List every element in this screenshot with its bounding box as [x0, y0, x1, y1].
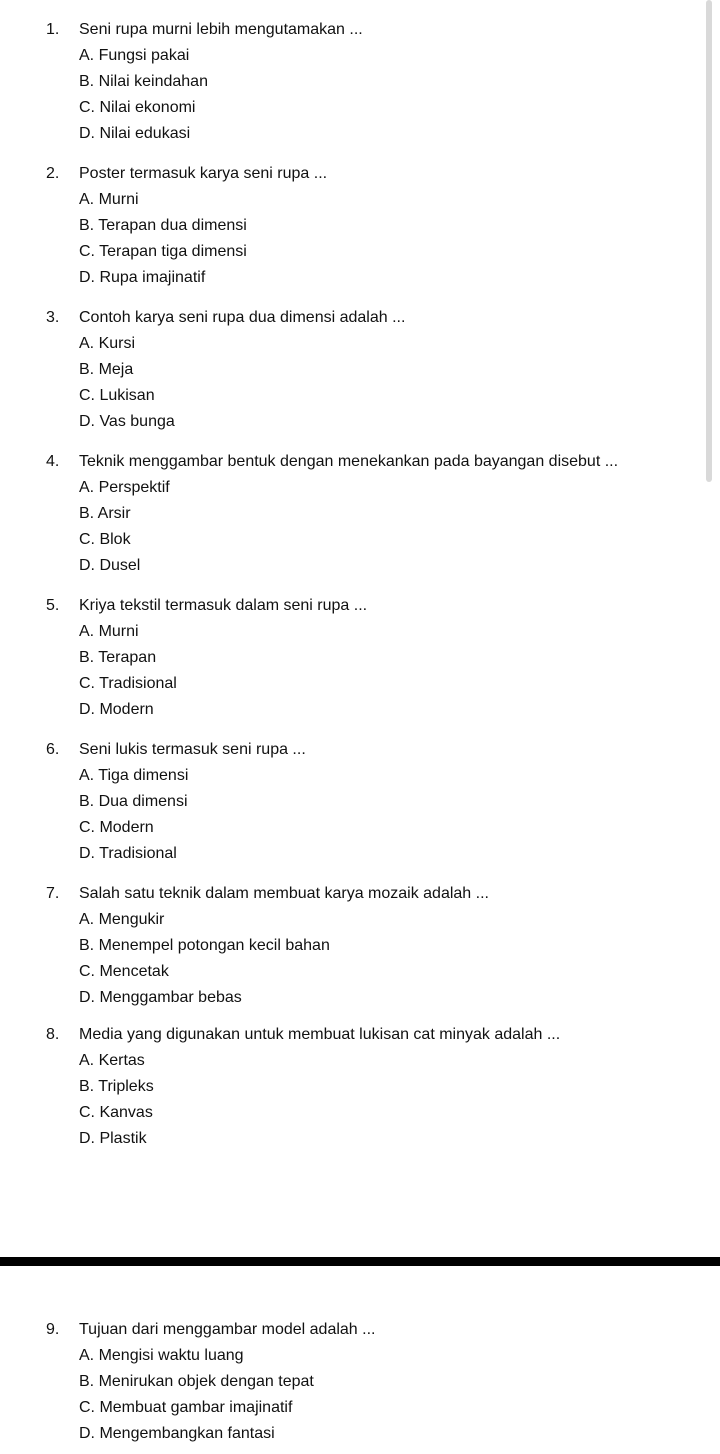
option-c: C. Modern	[79, 819, 154, 836]
option-a: A. Fungsi pakai	[79, 47, 190, 64]
option-d: D. Mengembangkan fantasi	[79, 1425, 275, 1442]
question-4	[46, 449, 696, 579]
question-8	[46, 1022, 696, 1152]
question-text: Salah satu teknik dalam membuat karya mozaik adalah ...	[79, 885, 489, 902]
option-c: C. Terapan tiga dimensi	[79, 243, 247, 260]
question-number: 1.	[46, 21, 60, 38]
question-number: 6.	[46, 741, 60, 758]
question-3	[46, 305, 696, 435]
option-c: C. Kanvas	[79, 1104, 153, 1121]
option-b: B. Terapan dua dimensi	[79, 217, 247, 234]
option-b: B. Nilai keindahan	[79, 73, 208, 90]
option-a: A. Murni	[79, 623, 139, 640]
option-a: A. Kertas	[79, 1052, 145, 1069]
question-number: 8.	[46, 1026, 60, 1043]
question-9	[46, 1317, 696, 1447]
option-c: C. Tradisional	[79, 675, 177, 692]
option-b: B. Arsir	[79, 505, 131, 522]
question-number: 7.	[46, 885, 60, 902]
question-number: 5.	[46, 597, 60, 614]
option-d: D. Nilai edukasi	[79, 125, 191, 142]
option-b: B. Tripleks	[79, 1078, 154, 1095]
option-b: B. Terapan	[79, 649, 157, 666]
question-text: Poster termasuk karya seni rupa ...	[79, 165, 328, 182]
option-b: B. Menempel potongan kecil bahan	[79, 937, 330, 954]
question-text: Tujuan dari menggambar model adalah ...	[79, 1321, 376, 1338]
question-number: 2.	[46, 165, 60, 182]
option-a: A. Kursi	[79, 335, 136, 352]
question-number: 4.	[46, 453, 60, 470]
option-b: B. Dua dimensi	[79, 793, 188, 810]
option-b: B. Meja	[79, 361, 134, 378]
question-text: Teknik menggambar bentuk dengan menekankan pada bayangan disebut ...	[79, 453, 619, 470]
question-number: 9.	[46, 1321, 60, 1338]
option-a: A. Mengisi waktu luang	[79, 1347, 244, 1364]
option-d: D. Rupa imajinatif	[79, 269, 206, 286]
option-b: B. Menirukan objek dengan tepat	[79, 1373, 314, 1390]
option-a: A. Mengukir	[79, 911, 165, 928]
option-d: D. Modern	[79, 701, 154, 718]
question-6	[46, 737, 696, 867]
question-text: Contoh karya seni rupa dua dimensi adalah ...	[79, 309, 406, 326]
option-c: C. Membuat gambar imajinatif	[79, 1399, 293, 1416]
question-text: Seni rupa murni lebih mengutamakan ...	[79, 21, 363, 38]
page-divider	[0, 1257, 720, 1266]
option-d: D. Menggambar bebas	[79, 989, 242, 1006]
question-1	[46, 17, 696, 147]
question-5	[46, 593, 696, 723]
vertical-scrollbar[interactable]	[706, 0, 712, 482]
question-text: Kriya tekstil termasuk dalam seni rupa ...	[79, 597, 368, 614]
option-d: D. Plastik	[79, 1130, 147, 1147]
option-a: A. Murni	[79, 191, 139, 208]
question-7	[46, 881, 696, 1011]
question-text: Media yang digunakan untuk membuat lukisan cat minyak adalah ...	[79, 1026, 561, 1043]
option-c: C. Mencetak	[79, 963, 169, 980]
option-a: A. Tiga dimensi	[79, 767, 189, 784]
option-c: C. Lukisan	[79, 387, 155, 404]
option-c: C. Nilai ekonomi	[79, 99, 196, 116]
option-a: A. Perspektif	[79, 479, 170, 496]
option-d: D. Vas bunga	[79, 413, 175, 430]
option-d: D. Dusel	[79, 557, 141, 574]
question-2	[46, 161, 696, 291]
option-c: C. Blok	[79, 531, 131, 548]
question-text: Seni lukis termasuk seni rupa ...	[79, 741, 306, 758]
question-number: 3.	[46, 309, 60, 326]
option-d: D. Tradisional	[79, 845, 177, 862]
